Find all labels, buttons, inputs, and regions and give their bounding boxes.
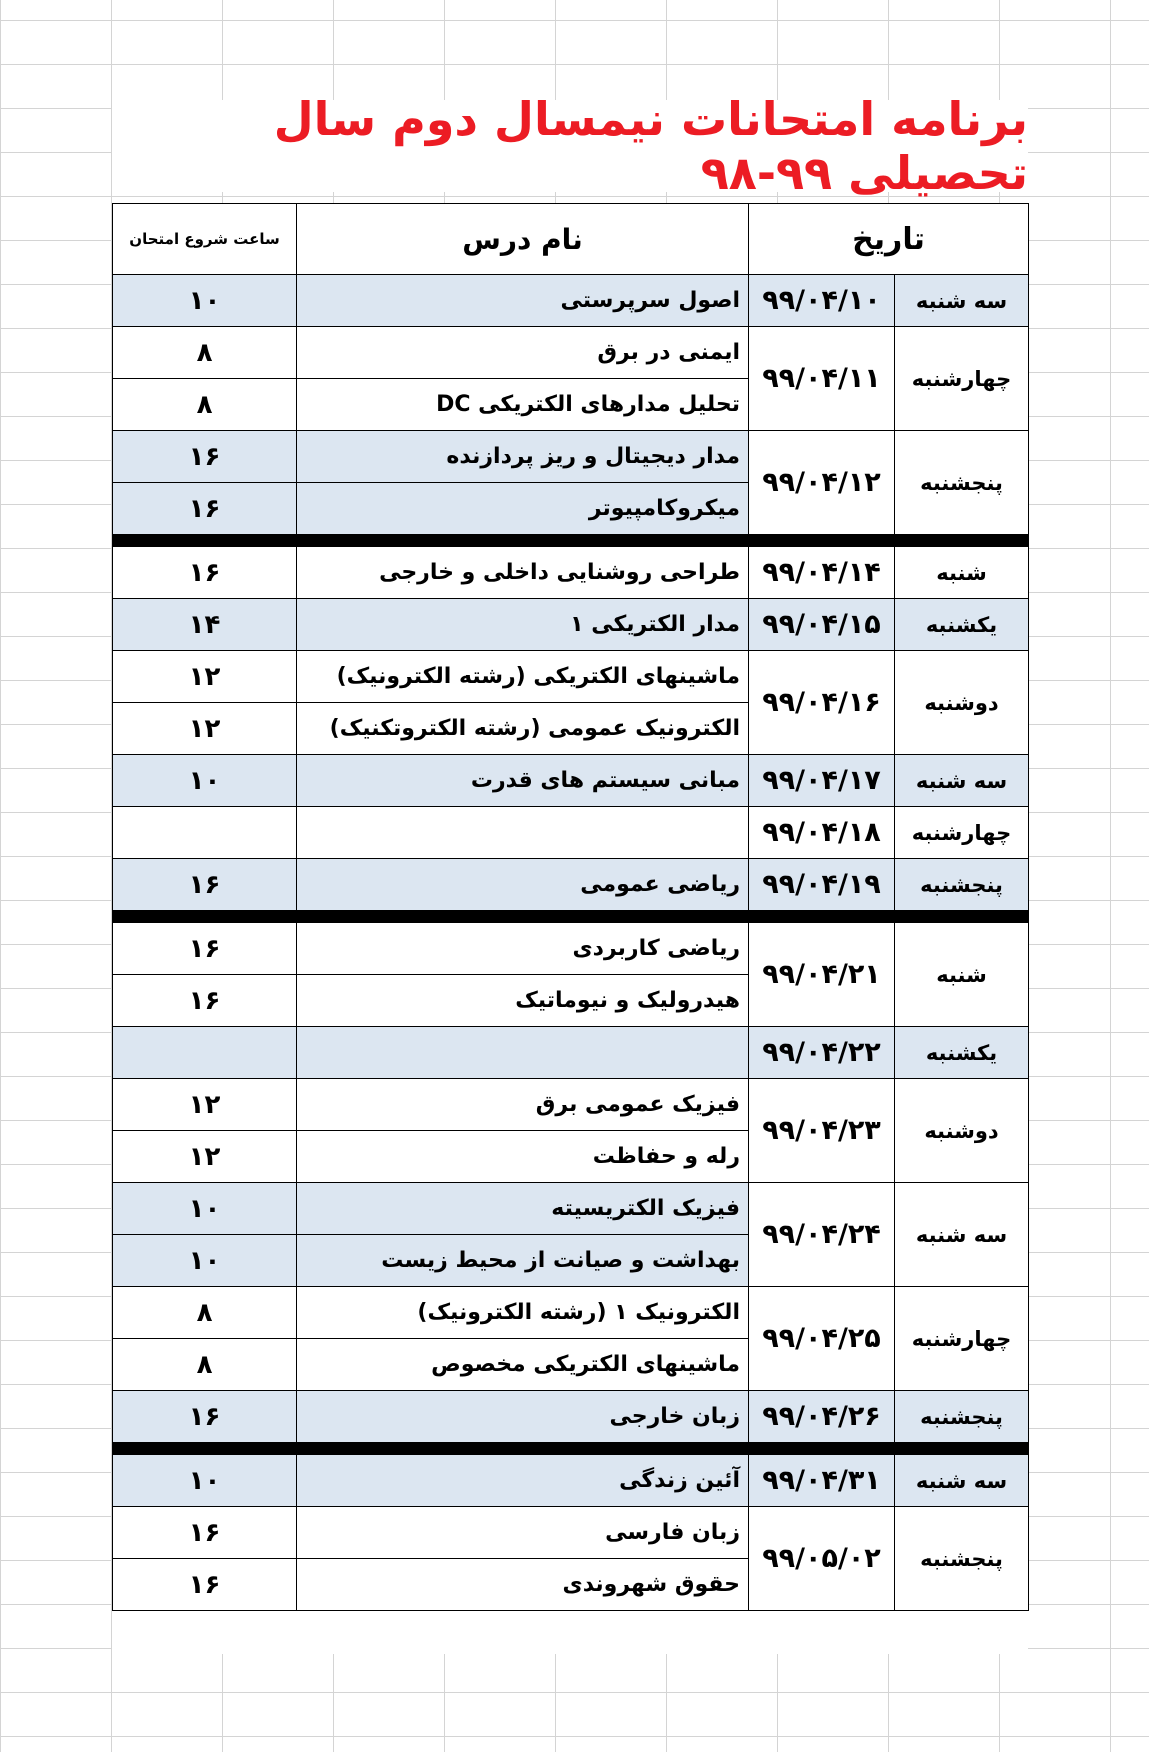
date-cell: ۹۹/۰۴/۱۶ [749,651,895,755]
separator-bar [113,535,1029,547]
separator-bar [113,1443,1029,1455]
course-name-cell [297,1027,749,1079]
day-cell: پنجشنبه [895,1507,1029,1611]
header-course: نام درس [297,204,749,275]
date-cell: ۹۹/۰۵/۰۲ [749,1507,895,1611]
table-row [113,431,1029,483]
start-time-cell: ۸ [113,327,297,379]
day-cell: سه شنبه [895,1183,1029,1287]
day-cell: چهارشنبه [895,807,1029,859]
course-name-cell: الکترونیک عمومی (رشته الکتروتکنیک) [297,703,749,755]
table-row [113,599,1029,651]
course-name-cell: فیزیک عمومی برق [297,1079,749,1131]
date-cell: ۹۹/۰۴/۲۳ [749,1079,895,1183]
start-time-cell: ۱۰ [113,1183,297,1235]
course-name-cell: حقوق شهروندی [297,1559,749,1611]
day-cell: چهارشنبه [895,327,1029,431]
header-row [113,204,1029,275]
date-cell: ۹۹/۰۴/۲۵ [749,1287,895,1391]
course-name-cell: هیدرولیک و نیوماتیک [297,975,749,1027]
table-row [113,923,1029,975]
course-name-cell: فیزیک الکتریسیته [297,1183,749,1235]
date-cell: ۹۹/۰۴/۱۱ [749,327,895,431]
table-row [113,1183,1029,1235]
date-cell: ۹۹/۰۴/۳۱ [749,1455,895,1507]
course-name-cell: تحلیل مدارهای الکتریکی DC [297,379,749,431]
header-time: ساعت شروع امتحان [113,204,297,275]
separator-row [113,535,1029,547]
start-time-cell: ۱۶ [113,859,297,911]
start-time-cell: ۱۲ [113,703,297,755]
date-cell: ۹۹/۰۴/۱۸ [749,807,895,859]
course-name-cell [297,807,749,859]
start-time-cell: ۱۶ [113,547,297,599]
date-cell: ۹۹/۰۴/۱۹ [749,859,895,911]
day-cell: سه شنبه [895,755,1029,807]
day-cell: سه شنبه [895,1455,1029,1507]
table-row [113,327,1029,379]
date-cell: ۹۹/۰۴/۱۴ [749,547,895,599]
table-row [113,859,1029,911]
day-cell: سه شنبه [895,275,1029,327]
day-cell: پنجشنبه [895,431,1029,535]
day-cell: شنبه [895,923,1029,1027]
course-name-cell: آئین زندگی [297,1455,749,1507]
day-cell: یکشنبه [895,599,1029,651]
separator-row [113,911,1029,923]
start-time-cell: ۱۰ [113,1235,297,1287]
course-name-cell: میکروکامپیوتر [297,483,749,535]
date-cell: ۹۹/۰۴/۲۶ [749,1391,895,1443]
table-row [113,755,1029,807]
day-cell: پنجشنبه [895,1391,1029,1443]
table-row [113,1507,1029,1559]
course-name-cell: ریاضی کاربردی [297,923,749,975]
date-cell: ۹۹/۰۴/۱۰ [749,275,895,327]
date-cell: ۹۹/۰۴/۲۱ [749,923,895,1027]
start-time-cell: ۱۶ [113,1559,297,1611]
table-row [113,651,1029,703]
start-time-cell: ۱۶ [113,431,297,483]
table-row [113,275,1029,327]
date-cell: ۹۹/۰۴/۱۷ [749,755,895,807]
day-cell: یکشنبه [895,1027,1029,1079]
start-time-cell: ۱۰ [113,275,297,327]
day-cell: شنبه [895,547,1029,599]
course-name-cell: مبانی سیستم های قدرت [297,755,749,807]
start-time-cell: ۱۶ [113,1507,297,1559]
table-row [113,1391,1029,1443]
start-time-cell: ۸ [113,1287,297,1339]
start-time-cell: ۱۶ [113,1391,297,1443]
header-date: تاریخ [749,204,1029,275]
course-name-cell: زبان خارجی [297,1391,749,1443]
start-time-cell [113,1027,297,1079]
start-time-cell: ۱۶ [113,483,297,535]
course-name-cell: مدار الکتریکی ۱ [297,599,749,651]
course-name-cell: ایمنی در برق [297,327,749,379]
start-time-cell: ۱۲ [113,1131,297,1183]
course-name-cell: ماشینهای الکتریکی مخصوص [297,1339,749,1391]
course-name-cell: بهداشت و صیانت از محیط زیست [297,1235,749,1287]
table-row [113,1079,1029,1131]
start-time-cell: ۱۶ [113,975,297,1027]
table-row [113,547,1029,599]
start-time-cell: ۱۲ [113,1079,297,1131]
schedule-body [113,275,1029,1611]
table-row [113,1027,1029,1079]
separator-row [113,1443,1029,1455]
day-cell: پنجشنبه [895,859,1029,911]
start-time-cell [113,807,297,859]
course-name-cell: الکترونیک ۱ (رشته الکترونیک) [297,1287,749,1339]
course-name-cell: رله و حفاظت [297,1131,749,1183]
course-name-cell: ریاضی عمومی [297,859,749,911]
date-cell: ۹۹/۰۴/۱۵ [749,599,895,651]
separator-bar [113,911,1029,923]
course-name-cell: مدار دیجیتال و ریز پردازنده [297,431,749,483]
start-time-cell: ۱۶ [113,923,297,975]
date-cell: ۹۹/۰۴/۲۴ [749,1183,895,1287]
table-row [113,1287,1029,1339]
date-cell: ۹۹/۰۴/۱۲ [749,431,895,535]
start-time-cell: ۸ [113,1339,297,1391]
start-time-cell: ۱۰ [113,755,297,807]
start-time-cell: ۱۰ [113,1455,297,1507]
page-title: برنامه امتحانات نیمسال دوم سال تحصیلی ۹۹-۹۸ [112,100,1028,192]
day-cell: دوشنبه [895,1079,1029,1183]
start-time-cell: ۱۲ [113,651,297,703]
day-cell: دوشنبه [895,651,1029,755]
table-row [113,807,1029,859]
exam-schedule-table [112,203,1029,1611]
course-name-cell: زبان فارسی [297,1507,749,1559]
course-name-cell: اصول سرپرستی [297,275,749,327]
course-name-cell: ماشینهای الکتریکی (رشته الکترونیک) [297,651,749,703]
date-cell: ۹۹/۰۴/۲۲ [749,1027,895,1079]
day-cell: چهارشنبه [895,1287,1029,1391]
start-time-cell: ۱۴ [113,599,297,651]
table-row [113,1455,1029,1507]
course-name-cell: طراحی روشنایی داخلی و خارجی [297,547,749,599]
start-time-cell: ۸ [113,379,297,431]
